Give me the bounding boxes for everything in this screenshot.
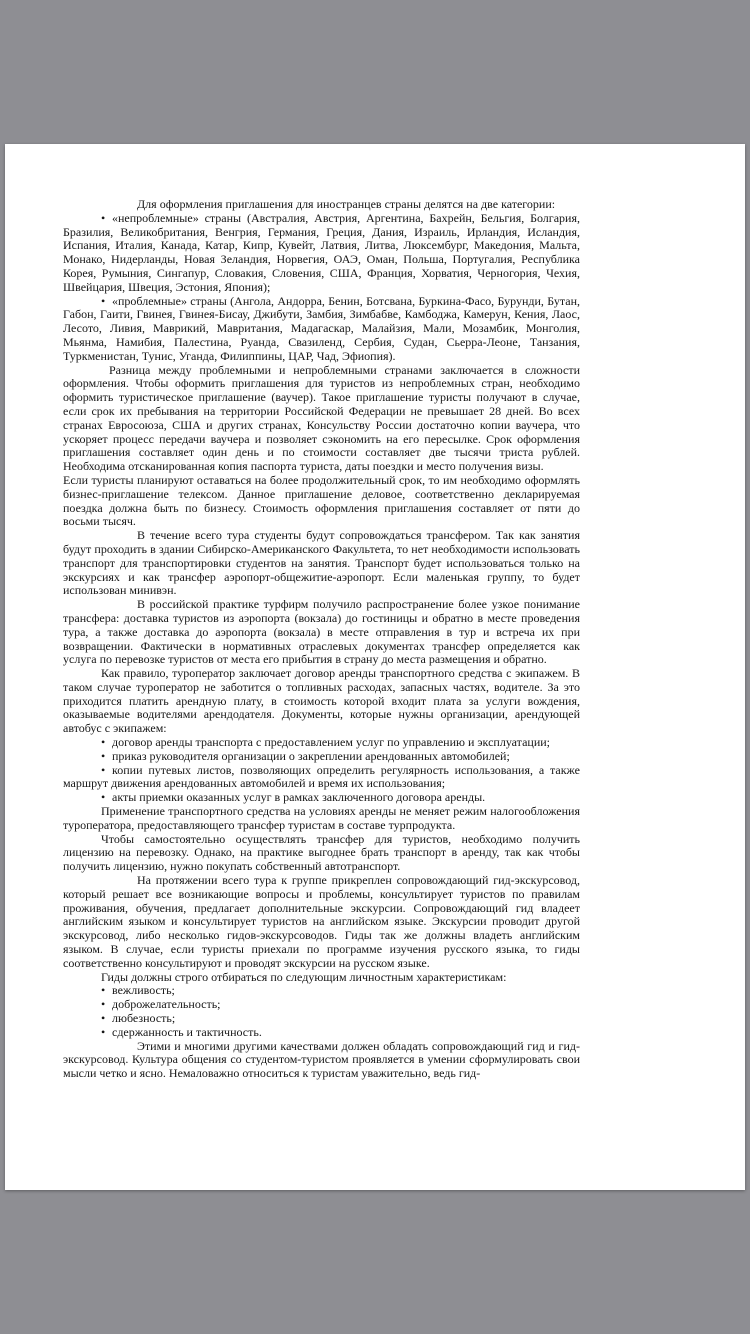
bullet-marker: • <box>101 790 106 805</box>
list-item <box>63 998 580 1012</box>
list-item <box>63 295 580 364</box>
paragraph: Для оформления приглашения для иностранцев страны делятся на две категории: <box>137 197 556 211</box>
paragraph: Применение транспортного средства на условиях аренды не меняет режим налогообложения туроператора, предоставляющего трансфер туристам в составе турпродукта. <box>63 804 580 832</box>
paragraph: Этими и многими другими качествами должен обладать сопровождающий гид и гид-экскурсовод. Культура общения со студентом-туристом проявляется в умении сформулировать свои мысли четко и ясно. Немаловажно относиться к туристам уважительно, ведь гид- <box>63 1038 580 1081</box>
paragraph: На протяжении всего тура к группе прикреплен сопровождающий гид-экскурсовод, который решает все возникающие вопросы и проблемы, консультирует туристов по правилам проживания, обучения, предлагает дополнительные экскурсии. Сопровождающий гид владеет английским языком и консультирует туристов на английском языке. Экскурсии проводит другой экскурсовод, либо несколько гидов-экскурсоводов. Гиды так же должны владеть английским языком. В случае, если туристы приехали по программе изучения русского языка, то гиды соответственно консультируют и проводят экскурсии на русском языке. <box>63 873 580 970</box>
list-item-text: сдержанность и тактичность. <box>112 1024 262 1039</box>
bullet-marker: • <box>101 210 106 225</box>
bullet-marker: • <box>101 748 106 763</box>
paragraph: Чтобы самостоятельно осуществлять трансфер для туристов, необходимо получить лицензию на перевозку. Однако, на практике выгоднее брать транспорт в аренду, так как чтобы получить лицензию, нужно покупать собственный автотранспорт. <box>63 831 580 874</box>
bullet-marker: • <box>101 997 106 1012</box>
list-item-text: акты приемки оказанных услуг в рамках заключенного договора аренды. <box>112 790 486 805</box>
list-item-text: вежливость; <box>112 983 175 998</box>
paragraph: В российской практике турфирм получило распространение более узкое понимание трансфера: доставка туристов из аэропорта (вокзала) до гостиницы и обратно в месте проведения тура, а также доставка до аэропорта (вокзала) в месте отправления в тур и встреча их при возвращении. Фактически в нормативных отраслевых документах трансфер определяется как услуга по перевозке туристов от места его прибытия в страну до места размещения и обратно. <box>63 597 580 667</box>
document-content <box>63 198 580 1081</box>
list-item <box>63 736 580 750</box>
document-page[interactable] <box>5 144 745 1190</box>
paragraph: Как правило, туроператор заключает договор аренды транспортного средства с экипажем. В таком случае туроператор не заботится о топливных расходах, запасных частях, водителе. За это приходится платить арендную плату, в стоимость которой входит плата за услуги вождения, оказываемые водителями арендодателя. Документы, которые нужны организации, арендующей автобус с экипажем: <box>63 666 580 736</box>
list-item <box>63 791 580 805</box>
list-item <box>63 984 580 998</box>
list-item <box>63 212 580 295</box>
list-item-text: приказ руководителя организации о закреплении арендованных автомобилей; <box>112 748 510 763</box>
list-item-text: договор аренды транспорта с предоставлением услуг по управлению и эксплуатации; <box>112 735 550 750</box>
paragraph: Гиды должны строго отбираться по следующим личностным характеристикам: <box>101 969 507 984</box>
list-item-text: копии путевых листов, позволяющих определить регулярность использования, а также маршрут движения арендованных автомобилей и время их использования; <box>63 762 580 791</box>
list-item-text: «проблемные» страны (Ангола, Андорра, Бенин, Ботсвана, Буркина-Фасо, Бурунди, Бутан, Габон, Гаити, Гвинея, Гвинея-Бисау, Джибути, Замбия, Зимбабве, Камбоджа, Камерун, Кения, Лаос, Лесото, Ливия, Маврикий, Мавритания, Мадагаскар, Малайзия, Мали, Мозамбик, Монголия, Мьянма, Намибия, Палестина, Руанда, Свазиленд, Сербия, Судан, Сьерра-Леоне, Танзания, Туркменистан, Тунис, Уганда, Филиппины, ЦАР, Чад, Эфиопия). <box>63 293 580 363</box>
list-item <box>63 1012 580 1026</box>
list-item <box>63 750 580 764</box>
bullet-marker: • <box>101 983 106 998</box>
bullet-marker: • <box>101 762 106 777</box>
bullet-marker: • <box>101 735 106 750</box>
list-item <box>63 1026 580 1040</box>
list-item-text: «непроблемные» страны (Австралия, Австрия, Аргентина, Бахрейн, Бельгия, Болгария, Бразилия, Великобритания, Венгрия, Германия, Греция, Дания, Израиль, Ирландия, Исландия, Испания, Италия, Канада, Катар, Кипр, Кувейт, Латвия, Литва, Люксембург, Македония, Мальта, Монако, Нидерланды, Новая Зеландия, Норвегия, ОАЭ, Оман, Польша, Португалия, Республика Корея, Румыния, Сингапур, Словакия, Словения, США, Франция, Хорватия, Черногория, Чехия, Швейцария, Швеция, Эстония, Япония); <box>63 210 580 294</box>
bullet-marker: • <box>101 1024 106 1039</box>
paragraph: Если туристы планируют оставаться на более продолжительный срок, то им необходимо оформлять бизнес-приглашение телексом. Данное приглашение деловое, соответственно декларируемая поездка должна быть по бизнесу. Стоимость оформления приглашения составляет от пяти до восьми тысяч. <box>63 472 580 529</box>
paragraph: Разница между проблемными и непроблемными странами заключается в сложности оформления. Чтобы оформить приглашения для туристов из непроблемных стран, необходимо оформить туристическое приглашение (ваучер). Такое приглашение туристы получают в случае, если срок их пребывания на территории Российской Федерации не превышает 28 дней. Во всех странах Евросоюза, США и других странах, Консульству России достаточно копии ваучера, что ускоряет процесс передачи ваучера и позволяет сэкономить на его пересылке. Срок оформления приглашения составляет один день и по стоимости составляет две тысячи триста рублей. Необходима отсканированная копия паспорта туриста, даты поездки и место получения визы. <box>63 362 580 474</box>
list-item-text: доброжелательность; <box>112 997 221 1012</box>
bullet-marker: • <box>101 293 106 308</box>
bullet-marker: • <box>101 1011 106 1026</box>
list-item-text: любезность; <box>112 1011 176 1026</box>
list-item <box>63 764 580 792</box>
paragraph: В течение всего тура студенты будут сопровождаться трансфером. Так как занятия будут проходить в здании Сибирско-Американского Факультета, то нет необходимости использовать транспорт для транспортировки студентов на занятия. Транспорт будет использоваться только на экскурсиях и как трансфер аэропорт-общежитие-аэропорт. Если маленькая группу, то будет использован минивэн. <box>63 528 580 598</box>
